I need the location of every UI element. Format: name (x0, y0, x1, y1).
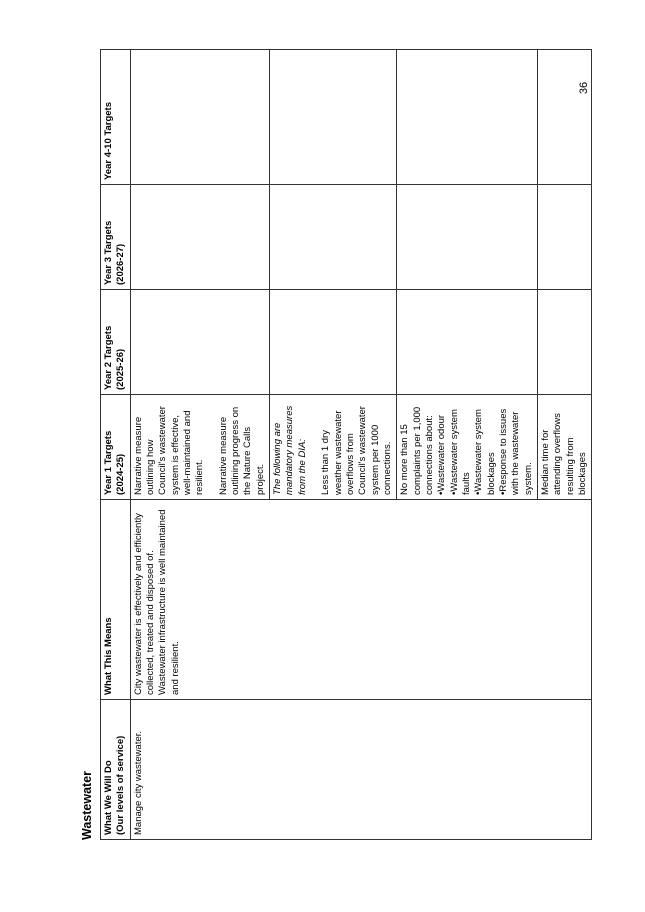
list-item: • Wastewater system blockages (473, 399, 498, 495)
cell-year3 (538, 185, 592, 290)
header-year4-10: Year 4-10 Targets (101, 50, 131, 185)
cell-year2 (130, 290, 269, 395)
cell-year1-complaints: No more than 15 complaints per 1,000 connections about: • Wastewater odour • Wastewater system faults • Wastewater system blockages • Response to issues with the wastewater system. (397, 395, 538, 500)
cell-year4-10 (270, 50, 397, 185)
list-item: • Wastewater system faults (449, 399, 474, 495)
header-year1: Year 1 Targets (2024-25) (101, 395, 131, 500)
cell-year3 (130, 185, 269, 290)
cell-year1-dry-weather: The following are mandatory measures from the DIA: Less than 1 dry weather wastewater overflows from Council's wastewater system per 1000 connections. (270, 395, 397, 500)
cell-year3 (270, 185, 397, 290)
cell-what-we-will-do: Manage city wastewater. (130, 700, 592, 840)
table-row (130, 50, 269, 840)
complaints-list (436, 399, 535, 495)
cell-what-this-means: City wastewater is effectively and efficiently collected, treated and disposed of. Wastewater infrastructure is well maintained and resilient. (130, 500, 592, 700)
list-item: • Response to issues with the wastewater system. (498, 399, 535, 495)
levels-of-service-table (100, 49, 592, 840)
cell-year4-10 (538, 50, 592, 185)
list-item: • Wastewater odour (436, 399, 448, 495)
cell-year2 (538, 290, 592, 395)
cell-year2 (397, 290, 538, 395)
cell-year1-median-time: Median time for attending overflows resulting from blockages (538, 395, 592, 500)
header-year3: Year 3 Targets (2026-27) (101, 185, 131, 290)
cell-year4-10 (397, 50, 538, 185)
page-number: 36 (578, 81, 590, 95)
table-header-row (101, 50, 131, 840)
section-heading: Wastewater (80, 770, 94, 840)
cell-year1-narrative: Narrative measure outlining how Council's wastewater system is effective, well-maintained and resilient. Narrative measure outlining progress on the Nature Calls project. (130, 395, 269, 500)
header-what-this-means: What This Means (101, 500, 131, 700)
cell-year2 (270, 290, 397, 395)
header-what-we-will-do: What We Will Do (Our levels of service) (101, 700, 131, 840)
cell-year4-10 (130, 50, 269, 185)
header-year2: Year 2 Targets (2025-26) (101, 290, 131, 395)
cell-year3 (397, 185, 538, 290)
